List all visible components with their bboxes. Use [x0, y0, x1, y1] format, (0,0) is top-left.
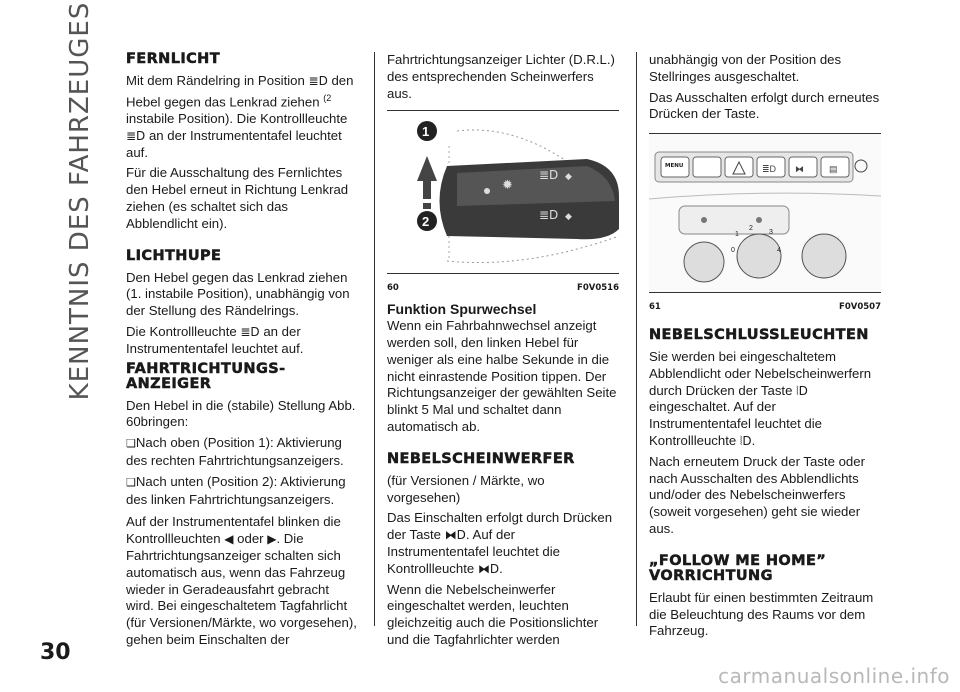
- high-beam-icon: ≣D: [308, 74, 328, 88]
- bullet-item: ❑ Nach unten (Position 2): Aktivierung des linken Fahrtrichtungsanzeigers.: [126, 474, 358, 509]
- svg-text:4: 4: [777, 247, 781, 255]
- paragraph: Mit dem Rändelring in Position ≣D den Hebel gegen das Lenkrad ziehen $^{(2}$ instabile Position). Die Kontrollleuchte ≣D an der Instrumententafel leuchtet auf.: [126, 73, 354, 160]
- column-divider: [636, 52, 637, 626]
- column-1: [126, 52, 358, 653]
- paragraph: Sie werden bei eingeschaltetem Abblendlicht oder Nebelscheinwerfern durch Drücken der Taste ⦚D eingeschaltet. Auf der Instrumententafel leuchtet die Kontrollleuchte ⦚D.: [649, 348, 872, 448]
- figure-61: [649, 133, 881, 293]
- dashboard-illustration: [649, 134, 881, 292]
- paragraph: Den Hebel gegen das Lenkrad ziehen (1. instabile Position), unabhängig von der Stellung des Rändelrings.: [126, 269, 350, 319]
- svg-text:1: 1: [735, 231, 739, 239]
- svg-text:▤: ▤: [829, 164, 838, 175]
- paragraph: Erlaubt für einen bestimmten Zeitraum die Beleuchtung des Raums vor dem Fahrzeug.: [649, 589, 874, 639]
- heading-fernlicht: FERNLICHT: [126, 51, 221, 67]
- figure-number: 61: [649, 302, 661, 313]
- heading-lichthupe: LICHTHUPE: [126, 247, 222, 264]
- paragraph: Fahrtrichtungsanzeiger Lichter (D.R.L.) des entsprechenden Scheinwerfers aus.: [387, 52, 615, 101]
- callout-1-label: 1: [422, 124, 430, 140]
- heading-vorrichtung: VORRICHTUNG: [649, 567, 773, 584]
- figure-60: [387, 110, 619, 274]
- high-beam-icon: ≣D: [126, 128, 146, 143]
- paragraph: Das Ausschalten erfolgt durch erneutes Drücken der Taste.: [649, 89, 880, 122]
- heading-fahrtrichtungsanzeiger: FAHRTRICHTUNGS-ANZEIGER: [126, 360, 286, 392]
- page-number: 30: [40, 640, 71, 665]
- figure-code: F0V0516: [577, 283, 619, 294]
- rear-fog-icon: ⦚D: [796, 383, 808, 398]
- figure-number: 60: [387, 283, 399, 294]
- rear-fog-icon: ⦚D: [739, 433, 752, 448]
- paragraph: unabhängig von der Position des Stellringes ausgeschaltet.: [649, 52, 842, 84]
- heading-spurwechsel: Funktion Spurwechsel: [387, 301, 537, 318]
- paragraph: Nach erneutem Druck der Taste oder nach Ausschalten des Abblendlichts und/oder des Nebelscheinwerfers (soweit vorgesehen) geht sie wieder aus.: [649, 453, 865, 536]
- figure-code: F0V0507: [839, 302, 881, 313]
- paragraph: Die Kontrollleuchte ≣D an der Instrumententafel leuchtet auf.: [126, 323, 304, 356]
- heading-nebelschlussleuchten: NEBELSCHLUSSLEUCHTEN: [649, 326, 869, 343]
- menu-button-label: MENU: [665, 163, 684, 170]
- paragraph: Den Hebel in die (stabile) Stellung Abb. 60bringen:: [126, 397, 356, 430]
- arrow-left-icon: ◀: [224, 532, 234, 547]
- chapter-title-text: KENNTNIS DES FAHRZEUGES: [65, 1, 95, 401]
- paragraph: Für die Ausschaltung des Fernlichtes den Hebel erneut in Richtung Lenkrad ziehen (es schaltet sich das Abblendlicht ein).: [126, 165, 349, 231]
- figure-caption: [649, 297, 881, 316]
- paragraph: (für Versionen / Märkte, wo vorgesehen): [387, 472, 545, 505]
- svg-text:⧓: ⧓: [795, 164, 804, 175]
- chapter-side-title: [60, 1, 100, 401]
- column-divider: [374, 52, 375, 626]
- high-beam-icon: ≣D: [240, 324, 260, 339]
- svg-text:≣D: ≣D: [539, 168, 559, 183]
- svg-text:0: 0: [731, 247, 735, 255]
- paragraph: Wenn ein Fahrbahnwechsel anzeigt werden soll, den linken Hebel für weniger als eine halbe Sekunde in die nicht einrastende Position tippen. Der Richtungsanzeiger der gewählten Seite blinkt 5 Mal und schaltet dann automatisch ab.: [387, 318, 617, 434]
- svg-text:◆: ◆: [565, 211, 572, 222]
- callout-2-label: 2: [422, 214, 430, 230]
- superscript: (2: [323, 92, 332, 103]
- fog-light-icon: ⧓D: [477, 561, 500, 576]
- heading-nebelscheinwerfer: NEBELSCHEINWERFER: [387, 450, 575, 467]
- column-2: [387, 52, 619, 653]
- svg-text:≣D: ≣D: [539, 208, 559, 223]
- svg-text:2: 2: [749, 225, 753, 233]
- column-3: [649, 52, 881, 644]
- svg-text:≣D: ≣D: [762, 164, 777, 175]
- svg-text:✹: ✹: [502, 177, 513, 193]
- paragraph: Wenn die Nebelscheinwerfer eingeschaltet werden, leuchten gleichzeitig auch die Positionslichter und die Tagfahrlichter werden: [387, 581, 599, 647]
- svg-text:◆: ◆: [565, 171, 572, 182]
- figure-caption: [387, 278, 619, 297]
- watermark: carmanualsonline.info: [718, 664, 950, 688]
- paragraph: Auf der Instrumententafel blinken die Kontrollleuchten ◀ oder ▶. Die Fahrtrichtungsanzeiger schalten sich automatisch aus, wenn das Fahrzeug wieder in Geradeausfahrt gebracht wird. Bei eingeschaltetem Tagfahrlicht (für Versionen/Märkte, wo vorgesehen), gehen beim Einschalten der: [126, 514, 357, 647]
- heading-follow-me-home: „FOLLOW ME HOME”: [649, 552, 827, 569]
- paragraph: Das Einschalten erfolgt durch Drücken der Taste ⧓D. Auf der Instrumententafel leuchtet die Kontrollleuchte ⧓D.: [387, 510, 613, 576]
- fog-light-icon: ⧓D: [444, 528, 466, 543]
- svg-text:3: 3: [769, 229, 773, 237]
- bullet-item: ❑ Nach oben (Position 1): Aktivierung des rechten Fahrtrichtungsanzeigers.: [126, 435, 358, 470]
- arrow-right-icon: ▶: [267, 532, 277, 547]
